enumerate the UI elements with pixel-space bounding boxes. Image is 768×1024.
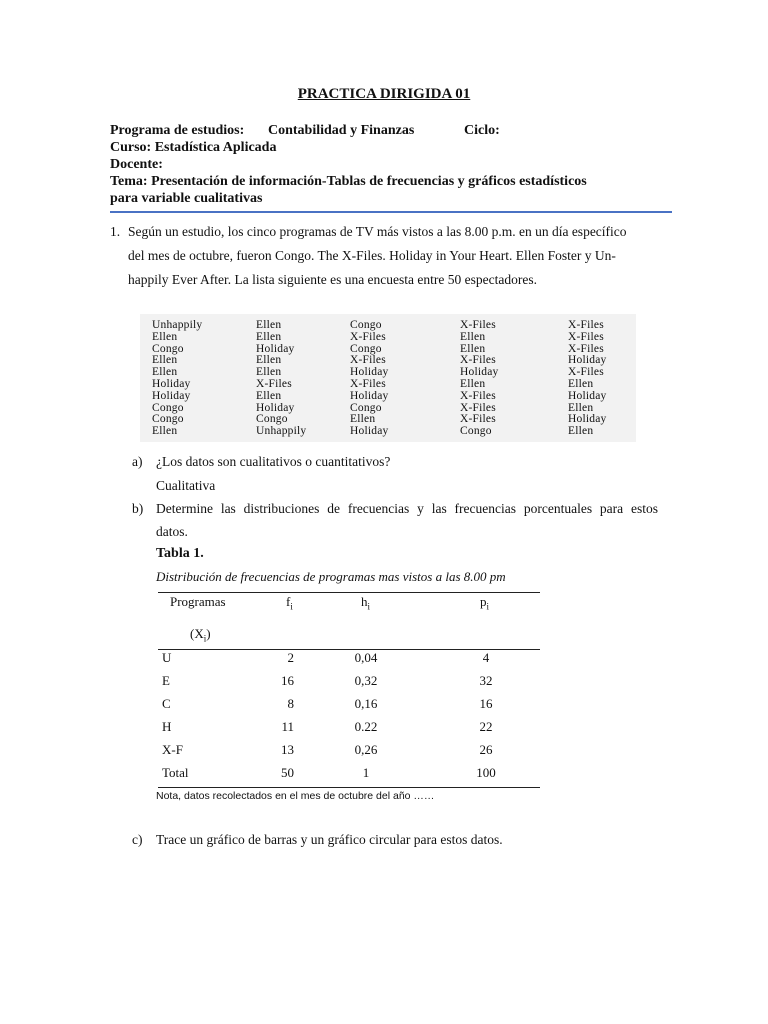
survey-cell: Ellen: [460, 330, 486, 343]
survey-cell: Congo: [152, 401, 184, 414]
survey-cell: Holiday: [350, 389, 389, 402]
survey-cell: Holiday: [568, 413, 607, 426]
table-cell: H: [162, 719, 172, 734]
survey-cell: Unhappily: [152, 319, 203, 331]
table-cell: 11: [281, 719, 294, 734]
part-c-text: Trace un gráfico de barras y un gráfico circular para estos datos.: [156, 832, 503, 847]
table-cell: 1: [362, 765, 370, 780]
survey-cell: Congo: [350, 342, 382, 355]
table-cell: 0,16: [354, 696, 378, 711]
survey-cell: X-Files: [256, 377, 292, 390]
table-cell: 32: [479, 673, 493, 688]
table-cell: 0.22: [354, 719, 378, 734]
survey-cell: Holiday: [568, 389, 607, 402]
table-cell: X-F: [162, 742, 183, 757]
table-cell: 2: [287, 650, 294, 665]
header-fi: $f_i$: [286, 594, 293, 612]
survey-cell: X-Files: [460, 389, 496, 402]
question-1-line-1: Según un estudio, los cinco programas de TV más vistos a las 8.00 p.m. en un día específico: [128, 224, 627, 239]
table-cell: E: [162, 673, 170, 688]
question-1-line-3: happily Ever After. La lista siguiente es una encuesta entre 50 espectadores.: [128, 272, 537, 287]
table-cell: U: [162, 650, 172, 665]
survey-cell: Ellen: [152, 425, 178, 438]
survey-column-2: [256, 320, 306, 438]
survey-cell: Ellen: [568, 377, 594, 390]
survey-cell: X-Files: [350, 377, 386, 390]
survey-column-5: [568, 320, 606, 438]
survey-cell: Ellen: [568, 425, 594, 438]
survey-cell: Unhappily: [256, 425, 307, 438]
survey-cell: X-Files: [460, 354, 496, 367]
survey-cell: Ellen: [256, 330, 282, 343]
part-b-label: b): [132, 501, 144, 516]
survey-cell: Ellen: [460, 342, 486, 355]
survey-cell: Ellen: [152, 330, 178, 343]
table-cell: 0,04: [354, 650, 378, 665]
survey-cell: Ellen: [152, 354, 178, 367]
table-cell: C: [162, 696, 171, 711]
header-xi: $(X_i)$: [190, 626, 211, 644]
survey-cell: X-Files: [350, 330, 386, 343]
table-label: Tabla 1.: [156, 546, 204, 561]
table-cell: 16: [479, 696, 493, 711]
table-cell: 26: [479, 742, 493, 757]
part-c-label: c): [132, 832, 143, 847]
survey-cell: Ellen: [256, 389, 282, 402]
survey-column-4: [460, 320, 498, 438]
table-cell: 100: [476, 765, 496, 780]
survey-cell: Holiday: [256, 401, 295, 414]
survey-cell: Holiday: [256, 342, 295, 355]
survey-cell: Holiday: [350, 425, 389, 438]
part-a-answer: Cualitativa: [156, 478, 216, 493]
part-b-line-2: datos.: [156, 524, 188, 539]
programa-value: Contabilidad y Finanzas: [268, 123, 415, 138]
table-cell: 13: [281, 742, 294, 757]
survey-cell: Congo: [350, 401, 382, 414]
survey-cell: Ellen: [460, 377, 486, 390]
survey-cell: X-Files: [568, 342, 604, 355]
survey-cell: Congo: [256, 413, 288, 426]
survey-data-table: [140, 314, 636, 442]
survey-cell: X-Files: [350, 354, 386, 367]
survey-cell: X-Files: [568, 330, 604, 343]
tema-line-2: para variable cualitativas: [110, 191, 263, 206]
header-pi: $p_i$: [480, 594, 490, 612]
survey-cell: Holiday: [152, 377, 191, 390]
survey-cell: X-Files: [568, 319, 604, 331]
survey-cell: Holiday: [568, 354, 607, 367]
table-bottom-rule: [158, 787, 540, 788]
tema-line-1: Tema: Presentación de información-Tablas de frecuencias y gráficos estadísticos: [110, 174, 587, 189]
question-1-line-2: del mes de octubre, fueron Congo. The X-Files. Holiday in Your Heart. Ellen Foster y Un-: [128, 248, 616, 263]
survey-cell: Congo: [152, 342, 184, 355]
table-cell: Total: [162, 765, 189, 780]
table-cell: 0,32: [354, 673, 378, 688]
question-1-number: 1.: [110, 224, 121, 239]
table-cell: 8: [287, 696, 294, 711]
header-programas: Programas: [170, 594, 226, 609]
survey-cell: Ellen: [152, 366, 178, 379]
part-a-label: a): [132, 454, 143, 469]
table-cell: 16: [281, 673, 294, 688]
survey-cell: Congo: [152, 413, 184, 426]
survey-cell: X-Files: [568, 366, 604, 379]
table-caption: Distribución de frecuencias de programas mas vistos a las 8.00 pm: [156, 569, 506, 584]
survey-cell: X-Files: [460, 319, 496, 331]
table-top-rule: [158, 592, 540, 593]
page-title: PRACTICA DIRIGIDA 01: [297, 86, 471, 102]
table-note: Nota, datos recolectados en el mes de octubre del año ……: [156, 790, 435, 802]
ciclo-label: Ciclo:: [464, 123, 500, 138]
table-cell: 22: [479, 719, 493, 734]
survey-cell: Ellen: [568, 401, 594, 414]
survey-column-1: [152, 320, 202, 438]
header-hi: $h_i$: [361, 594, 371, 612]
table-cell: 4: [482, 650, 490, 665]
survey-cell: Ellen: [256, 319, 282, 331]
survey-cell: X-Files: [460, 401, 496, 414]
survey-cell: Congo: [460, 425, 492, 438]
survey-cell: Ellen: [256, 366, 282, 379]
part-b-line-1: Determine las distribuciones de frecuencias y las frecuencias porcentuales para estos: [156, 501, 658, 516]
survey-cell: Congo: [350, 319, 382, 331]
programa-line: [110, 122, 244, 139]
table-cell: 0,26: [354, 742, 378, 757]
survey-cell: Holiday: [152, 389, 191, 402]
survey-column-3: [350, 320, 388, 438]
docente-line: Docente:: [110, 157, 163, 172]
part-a-question: ¿Los datos son cualitativos o cuantitativos?: [156, 454, 391, 469]
survey-cell: Ellen: [256, 354, 282, 367]
survey-cell: Ellen: [350, 413, 376, 426]
table-cell: 50: [281, 765, 294, 780]
survey-cell: Holiday: [350, 366, 389, 379]
header-divider: [110, 211, 672, 213]
survey-cell: Holiday: [460, 366, 499, 379]
programa-label: Programa de estudios:: [110, 123, 245, 138]
survey-cell: X-Files: [460, 413, 496, 426]
curso-line: Curso: Estadística Aplicada: [110, 140, 277, 155]
